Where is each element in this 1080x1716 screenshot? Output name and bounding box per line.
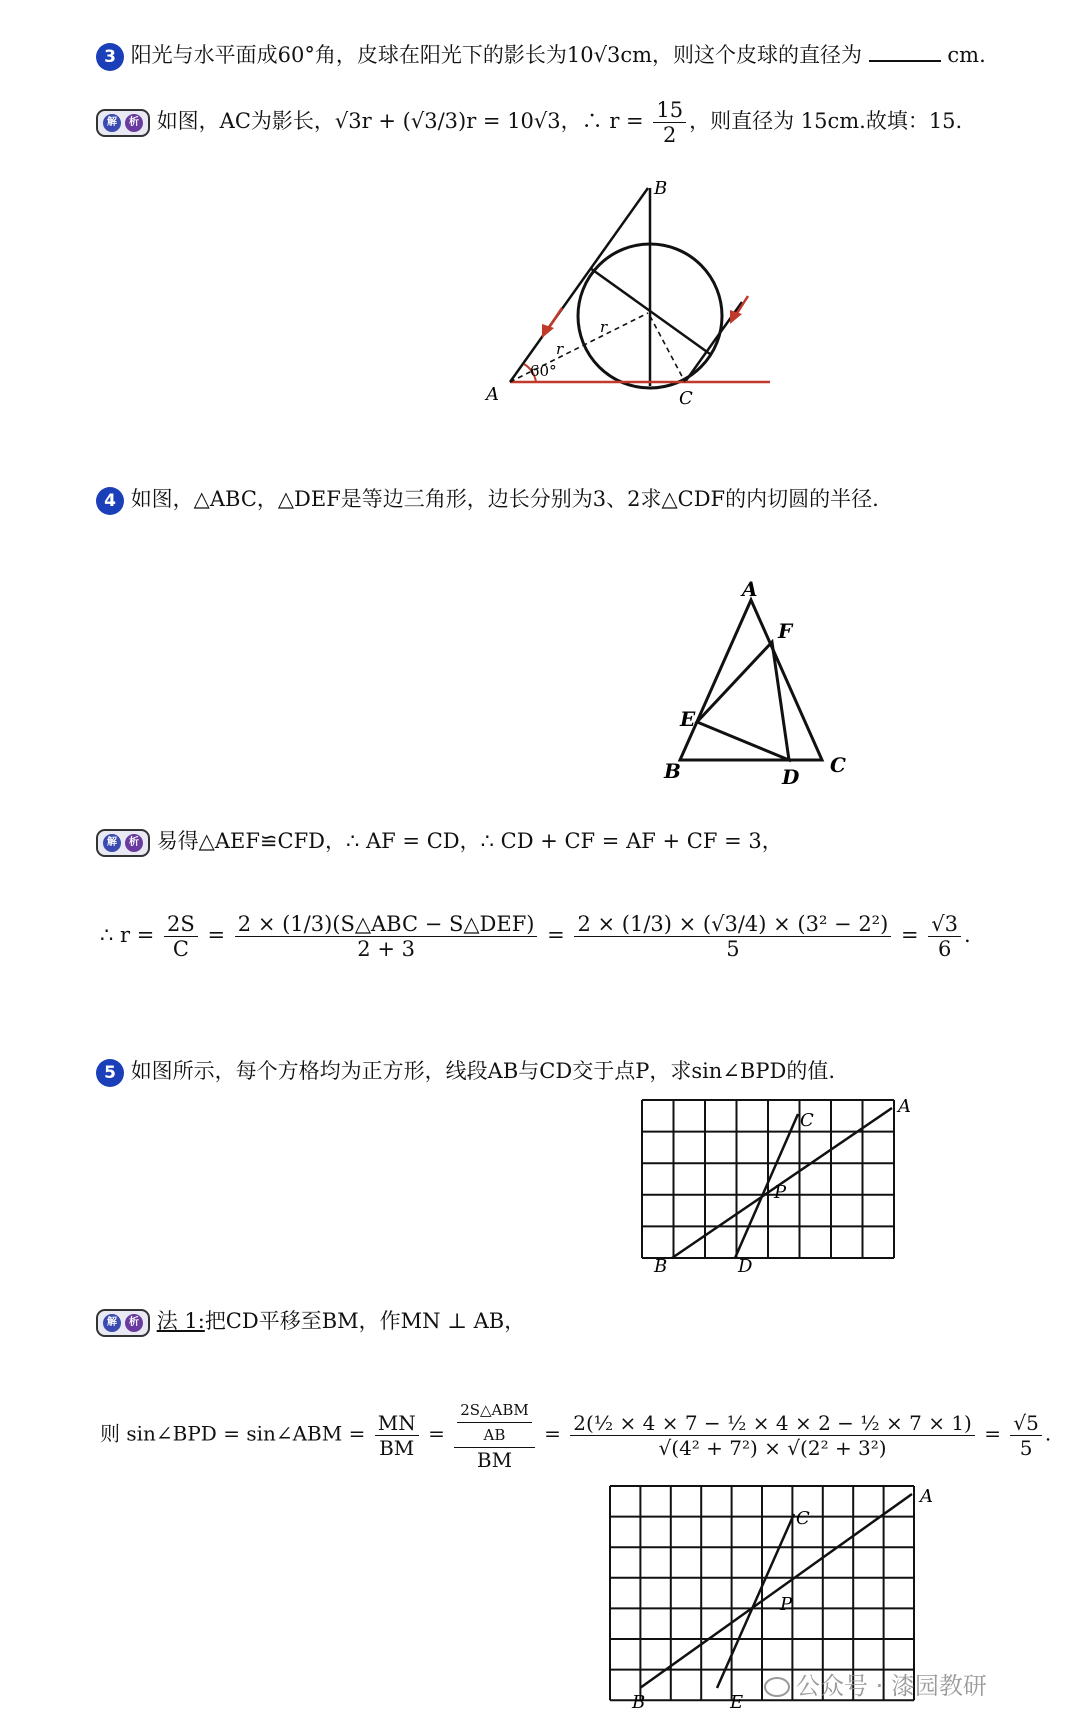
q3-answer-blank [869,40,941,62]
watermark [764,1666,987,1701]
q5-e2-den: BM [476,1448,513,1472]
sun-ray-line-ab [510,188,648,382]
label-B: B [664,759,681,783]
triangle-abc [680,600,822,760]
q3-figure [480,168,790,418]
q3-r-den: 2 [663,123,677,147]
q4-f2-num: 2 × (1/3)(S△ABC − S△DEF) [235,912,538,937]
label-D: D [782,765,800,789]
label-A: A [920,1486,933,1507]
q5-frac-3 [570,1411,975,1460]
q5-method-label: 法 1: [156,1309,205,1333]
analysis-badge-icon: 解 析 [96,829,150,857]
q4-f3-den: 5 [726,937,740,961]
q4-frac-3 [574,912,891,961]
label-C: C [800,1110,814,1131]
triangle-def [697,642,789,760]
q5-e3-den: √(4² + 7²) × √(2² + 3²) [658,1435,887,1460]
q5-e4-num: √5 [1010,1411,1041,1436]
arrowhead-right-icon [730,310,742,324]
q3-solution-eq: √3r + (√3/3)r = 10√3，∴ r = [334,109,644,133]
label-r1: r [556,340,564,358]
q4-r-prefix: ∴ r = [100,923,155,947]
q5-e2-num-top: 2S△ABM [457,1398,532,1423]
label-A: A [898,1096,911,1117]
label-A: A [486,384,499,405]
q5-frac-1 [375,1411,419,1460]
q5-method-text: 把CD平移至BM，作MN ⊥ AB， [204,1309,526,1333]
analysis-badge-icon: 解 析 [96,1309,150,1337]
label-r2: r [600,318,608,336]
label-A: A [742,577,758,601]
q3-question-text: 阳光与水平面成60°角，皮球在阳光下的影长为10√3cm，则这个皮球的直径为 [130,43,863,67]
q4-frac-2 [235,912,538,961]
q4-f4-num: √3 [928,912,961,937]
q5-equation: 则 sin∠BPD = sin∠ABM = $\frac{MN}{BM}$ = $\frac{\frac{\text{2S△ABM}}{AB}}{BM}$ = $\frac{\text{2(½ × 4 × 7 − ½ × 4 × 2 − ½ × 7 × 1)}}{\text{√(4² + 7²) × √(2² + 3²)}}$ = $\frac{√5}{5}$ . [100,1398,1051,1472]
q4-solution-text: 易得△AEF≌CFD，∴ AF = CD，∴ CD + CF = AF + CF = 3， [156,829,783,853]
label-C: C [679,388,693,409]
segment-cd [735,1114,798,1258]
label-E: E [680,707,696,731]
label-E: E [730,1692,744,1713]
label-B: B [654,1256,668,1277]
q4-f1-num: 2S [164,912,198,937]
arrowhead-left-icon [542,324,554,338]
q3-number-badge: 3 [96,43,124,71]
q3-question-unit: cm. [947,43,986,67]
q4-f3-num: 2 × (1/3) × (√3/4) × (3² − 2²) [574,912,891,937]
analysis-badge-icon: 解 析 [96,109,150,137]
q5-e2-num-bot: AB [483,1426,506,1444]
q5-eq-prefix: 则 sin∠BPD = sin∠ABM = [100,1421,366,1446]
q4-radius-equation: ∴ r = $\frac{2S}{C}$ = $\frac{\text{2 × (1/3)(S△ABC − S△DEF)}}{2 + 3}$ = $\frac{\text{2 × (1/3) × (√3/4) × (3² − 2²)}}{5}$ = $\frac{√3}{6}$ . [100,912,971,961]
segment-ab-2 [640,1494,912,1688]
label-P: P [780,1594,793,1615]
watermark-text: 公众号 · 漆园教研 [796,1672,987,1700]
q5-question-text: 如图所示，每个方格均为正方形，线段AB与CD交于点P，求sin∠BPD的值. [130,1059,836,1083]
q3-solution-tail: ，则直径为 15cm.故填：15. [689,109,963,133]
label-C: C [796,1508,810,1529]
q5-frac-4 [1010,1411,1041,1460]
q5-e3-num: 2(½ × 4 × 7 − ½ × 4 × 2 − ½ × 7 × 1) [570,1411,975,1436]
q4-figure [650,578,890,788]
label-C: C [830,753,846,777]
q5-e1-den: BM [379,1435,415,1460]
label-P: P [774,1182,787,1203]
q4-question-text: 如图，△ABC，△DEF是等边三角形，边长分别为3、2求△CDF的内切圆的半径. [130,487,879,511]
q3-r-num: 15 [653,98,686,123]
q3-question [96,40,986,71]
q4-f4-den: 6 [937,937,952,961]
q3-solution [96,98,962,147]
q3-solution-intro: 如图，AC为影长， [156,109,335,133]
q4-solution-line1 [96,826,783,857]
q5-method [96,1306,525,1337]
dashed-line-c [650,316,685,382]
q3-r-fraction [653,98,686,147]
label-angle: 60° [530,362,557,380]
q5-e4-den: 5 [1019,1435,1033,1460]
q5-e1-num: MN [375,1411,419,1436]
q4-number-badge: 4 [96,487,124,515]
q5-question [96,1056,835,1087]
q4-f2-den: 2 + 3 [357,937,415,961]
label-D: D [738,1256,753,1277]
wechat-icon [764,1677,790,1697]
q4-frac-4 [928,912,961,961]
q4-question [96,484,879,515]
q5-grid-figure [640,1098,920,1278]
q4-f1-den: C [172,937,189,961]
label-F: F [778,619,793,643]
label-B: B [632,1692,646,1713]
q5-frac-2 [454,1398,535,1472]
q5-number-badge: 5 [96,1059,124,1087]
label-B: B [654,178,668,199]
q4-frac-1 [164,912,198,961]
